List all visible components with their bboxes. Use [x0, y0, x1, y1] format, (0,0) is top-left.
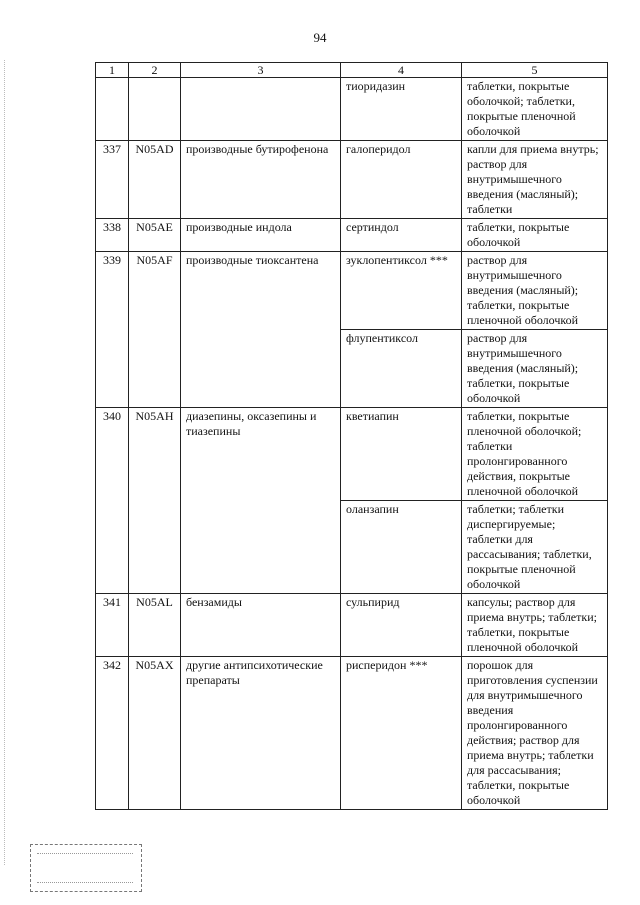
header-cell: 4 [341, 63, 462, 78]
atc-group: производные бутирофенона [181, 141, 341, 219]
atc-group: бензамиды [181, 594, 341, 657]
drug-name: сульпирид [341, 594, 462, 657]
dosage-forms: капли для приема внутрь; раствор для внутримышечного введения (масляный); таблетки [462, 141, 608, 219]
atc-code: N05AF [129, 252, 181, 408]
dosage-forms: порошок для приготовления суспензии для внутримышечного введения пролонгированного действия; раствор для приема внутрь; таблетки для рассасывания; таблетки, покрытые оболочкой [462, 657, 608, 810]
drug-name: галоперидол [341, 141, 462, 219]
atc-group: другие антипсихотические препараты [181, 657, 341, 810]
header-cell: 1 [96, 63, 129, 78]
row-number [96, 78, 129, 141]
table-row [96, 657, 608, 810]
stamp-lines [37, 853, 133, 883]
row-number: 341 [96, 594, 129, 657]
drug-name: тиоридазин [341, 78, 462, 141]
atc-code: N05AH [129, 408, 181, 594]
drug-name: оланзапин [341, 501, 462, 594]
table-row [96, 408, 608, 501]
dosage-forms: таблетки, покрытые оболочкой [462, 219, 608, 252]
dosage-forms: капсулы; раствор для приема внутрь; таблетки; таблетки, покрытые пленочной оболочкой [462, 594, 608, 657]
drug-name: зуклопентиксол *** [341, 252, 462, 330]
page-number: 94 [313, 30, 327, 45]
table-row [96, 78, 608, 141]
row-number: 338 [96, 219, 129, 252]
table-row [96, 252, 608, 330]
table-row [96, 594, 608, 657]
table-row [96, 219, 608, 252]
atc-code [129, 78, 181, 141]
row-number: 342 [96, 657, 129, 810]
drug-list-table [95, 62, 608, 810]
dosage-forms: таблетки; таблетки диспергируемые; таблетки для рассасывания; таблетки, покрытые пленочной оболочкой [462, 501, 608, 594]
dosage-forms: таблетки, покрытые оболочкой; таблетки, покрытые пленочной оболочкой [462, 78, 608, 141]
table-row [96, 141, 608, 219]
row-number: 337 [96, 141, 129, 219]
binding-edge-marks [4, 60, 5, 865]
dosage-forms: таблетки, покрытые пленочной оболочкой; таблетки пролонгированного действия, покрытые пленочной оболочкой [462, 408, 608, 501]
drug-name: рисперидон *** [341, 657, 462, 810]
header-cell: 2 [129, 63, 181, 78]
atc-code: N05AD [129, 141, 181, 219]
registration-stamp [30, 844, 142, 892]
header-cell: 5 [462, 63, 608, 78]
atc-group: диазепины, оксазепины и тиазепины [181, 408, 341, 594]
dosage-forms: раствор для внутримышечного введения (масляный); таблетки, покрытые пленочной оболочкой [462, 252, 608, 330]
atc-group: производные тиоксантена [181, 252, 341, 408]
atc-group: производные индола [181, 219, 341, 252]
atc-code: N05AX [129, 657, 181, 810]
drug-name: флупентиксол [341, 330, 462, 408]
row-number: 340 [96, 408, 129, 594]
atc-code: N05AE [129, 219, 181, 252]
header-cell: 3 [181, 63, 341, 78]
dosage-forms: раствор для внутримышечного введения (масляный); таблетки, покрытые оболочкой [462, 330, 608, 408]
drug-name: сертиндол [341, 219, 462, 252]
header-row [96, 63, 608, 78]
atc-code: N05AL [129, 594, 181, 657]
drug-name: кветиапин [341, 408, 462, 501]
row-number: 339 [96, 252, 129, 408]
atc-group [181, 78, 341, 141]
